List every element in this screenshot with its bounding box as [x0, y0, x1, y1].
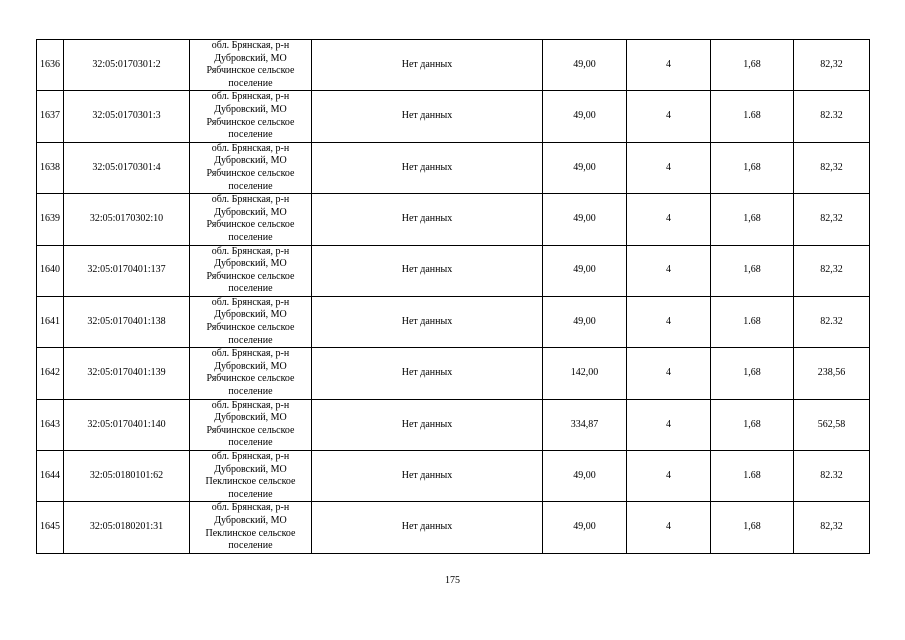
cadastral-number-cell: 32:05:0170401:139 — [64, 348, 190, 399]
table-row — [37, 399, 870, 450]
rate-cell: 1,68 — [711, 245, 794, 296]
cadastral-number-cell: 32:05:0170301:4 — [64, 142, 190, 193]
table-row — [37, 502, 870, 553]
total-cell: 82.32 — [794, 451, 870, 502]
table-row — [37, 40, 870, 91]
cadastral-number-cell: 32:05:0170401:140 — [64, 399, 190, 450]
address-cell — [190, 348, 312, 399]
rate-cell: 1.68 — [711, 451, 794, 502]
row-number-cell: 1642 — [37, 348, 64, 399]
address-cell — [190, 296, 312, 347]
address-cell — [190, 451, 312, 502]
total-cell: 238,56 — [794, 348, 870, 399]
count-cell: 4 — [627, 40, 711, 91]
address-line: Рябчинское сельское — [206, 167, 295, 179]
rate-cell: 1,68 — [711, 40, 794, 91]
address-line: обл. Брянская, р-н — [211, 451, 290, 462]
area-cell: 49,00 — [543, 245, 627, 296]
address-cell — [190, 245, 312, 296]
address-line: Рябчинское сельское — [206, 424, 295, 436]
cadastral-number-cell: 32:05:0170302:10 — [64, 194, 190, 245]
address-line: Рябчинское сельское — [206, 373, 295, 385]
address-line: обл. Брянская, р-н — [211, 91, 290, 103]
address-line: Дубровский, МО — [214, 412, 287, 424]
address-line: поселение — [228, 437, 273, 449]
address-line: поселение — [228, 488, 273, 500]
count-cell: 4 — [627, 296, 711, 347]
page-number: 175 — [445, 575, 460, 586]
address-line: Дубровский, МО — [214, 514, 287, 526]
table-row — [37, 91, 870, 142]
address-line: поселение — [228, 129, 273, 141]
address-line: обл. Брянская, р-н — [211, 245, 290, 257]
address-line: Пеклинское сельское — [205, 476, 296, 488]
address-cell — [190, 194, 312, 245]
address-cell — [190, 40, 312, 91]
count-cell: 4 — [627, 142, 711, 193]
rate-cell: 1,68 — [711, 142, 794, 193]
count-cell: 4 — [627, 91, 711, 142]
address-line: поселение — [228, 386, 273, 398]
area-cell: 49,00 — [543, 502, 627, 553]
status-cell: Нет данных — [312, 451, 543, 502]
count-cell: 4 — [627, 194, 711, 245]
address-line: обл. Брянская, р-н — [211, 142, 290, 154]
table-body — [37, 40, 870, 554]
address-line: обл. Брянская, р-н — [211, 502, 290, 514]
address-line: обл. Брянская, р-н — [211, 40, 290, 51]
address-cell — [190, 399, 312, 450]
status-cell: Нет данных — [312, 40, 543, 91]
area-cell: 49,00 — [543, 194, 627, 245]
area-cell: 334,87 — [543, 399, 627, 450]
status-cell: Нет данных — [312, 91, 543, 142]
status-cell: Нет данных — [312, 348, 543, 399]
cadastral-number-cell: 32:05:0170401:138 — [64, 296, 190, 347]
address-line: поселение — [228, 283, 273, 295]
table-row — [37, 245, 870, 296]
row-number-cell: 1641 — [37, 296, 64, 347]
cadastral-number-cell: 32:05:0170301:3 — [64, 91, 190, 142]
address-line: Дубровский, МО — [214, 52, 287, 64]
cadastral-number-cell: 32:05:0180101:62 — [64, 451, 190, 502]
area-cell: 49,00 — [543, 40, 627, 91]
table-row — [37, 451, 870, 502]
address-line: Рябчинское сельское — [206, 219, 295, 231]
row-number-cell: 1640 — [37, 245, 64, 296]
total-cell: 82,32 — [794, 142, 870, 193]
row-number-cell: 1638 — [37, 142, 64, 193]
address-line: обл. Брянская, р-н — [211, 194, 290, 206]
count-cell: 4 — [627, 399, 711, 450]
address-line: обл. Брянская, р-н — [211, 348, 290, 360]
address-line: поселение — [228, 540, 273, 552]
address-line: Дубровский, МО — [214, 206, 287, 218]
address-line: поселение — [228, 77, 273, 89]
address-line: поселение — [228, 180, 273, 192]
table-row — [37, 296, 870, 347]
row-number-cell: 1639 — [37, 194, 64, 245]
address-line: Рябчинское сельское — [206, 65, 295, 77]
row-number-cell: 1636 — [37, 40, 64, 91]
status-cell: Нет данных — [312, 245, 543, 296]
count-cell: 4 — [627, 502, 711, 553]
table-row — [37, 194, 870, 245]
total-cell: 82,32 — [794, 194, 870, 245]
address-line: Пеклинское сельское — [205, 527, 296, 539]
cadastral-number-cell: 32:05:0180201:31 — [64, 502, 190, 553]
table-row — [37, 142, 870, 193]
area-cell: 49,00 — [543, 451, 627, 502]
row-number-cell: 1645 — [37, 502, 64, 553]
row-number-cell: 1643 — [37, 399, 64, 450]
address-line: поселение — [228, 334, 273, 346]
address-cell — [190, 91, 312, 142]
total-cell: 82,32 — [794, 502, 870, 553]
rate-cell: 1,68 — [711, 194, 794, 245]
count-cell: 4 — [627, 451, 711, 502]
land-plot-table — [36, 39, 870, 554]
total-cell: 82.32 — [794, 296, 870, 347]
total-cell: 562,58 — [794, 399, 870, 450]
total-cell: 82,32 — [794, 245, 870, 296]
count-cell: 4 — [627, 348, 711, 399]
address-line: Дубровский, МО — [214, 258, 287, 270]
cadastral-number-cell: 32:05:0170401:137 — [64, 245, 190, 296]
total-cell: 82.32 — [794, 91, 870, 142]
address-line: поселение — [228, 231, 273, 243]
address-line: Дубровский, МО — [214, 103, 287, 115]
row-number-cell: 1637 — [37, 91, 64, 142]
cadastral-number-cell: 32:05:0170301:2 — [64, 40, 190, 91]
area-cell: 49,00 — [543, 296, 627, 347]
rate-cell: 1.68 — [711, 296, 794, 347]
address-line: обл. Брянская, р-н — [211, 296, 290, 308]
address-line: Рябчинское сельское — [206, 322, 295, 334]
address-line: Дубровский, МО — [214, 463, 287, 475]
address-line: Рябчинское сельское — [206, 116, 295, 128]
area-cell: 142,00 — [543, 348, 627, 399]
address-line: Дубровский, МО — [214, 155, 287, 167]
table-row — [37, 348, 870, 399]
area-cell: 49,00 — [543, 142, 627, 193]
address-cell — [190, 142, 312, 193]
address-line: Рябчинское сельское — [206, 270, 295, 282]
rate-cell: 1,68 — [711, 399, 794, 450]
status-cell: Нет данных — [312, 399, 543, 450]
address-line: Дубровский, МО — [214, 309, 287, 321]
rate-cell: 1.68 — [711, 91, 794, 142]
address-line: Дубровский, МО — [214, 360, 287, 372]
address-cell — [190, 502, 312, 553]
count-cell: 4 — [627, 245, 711, 296]
rate-cell: 1,68 — [711, 502, 794, 553]
area-cell: 49,00 — [543, 91, 627, 142]
status-cell: Нет данных — [312, 296, 543, 347]
status-cell: Нет данных — [312, 142, 543, 193]
address-line: обл. Брянская, р-н — [211, 399, 290, 411]
rate-cell: 1,68 — [711, 348, 794, 399]
total-cell: 82,32 — [794, 40, 870, 91]
status-cell: Нет данных — [312, 502, 543, 553]
status-cell: Нет данных — [312, 194, 543, 245]
row-number-cell: 1644 — [37, 451, 64, 502]
